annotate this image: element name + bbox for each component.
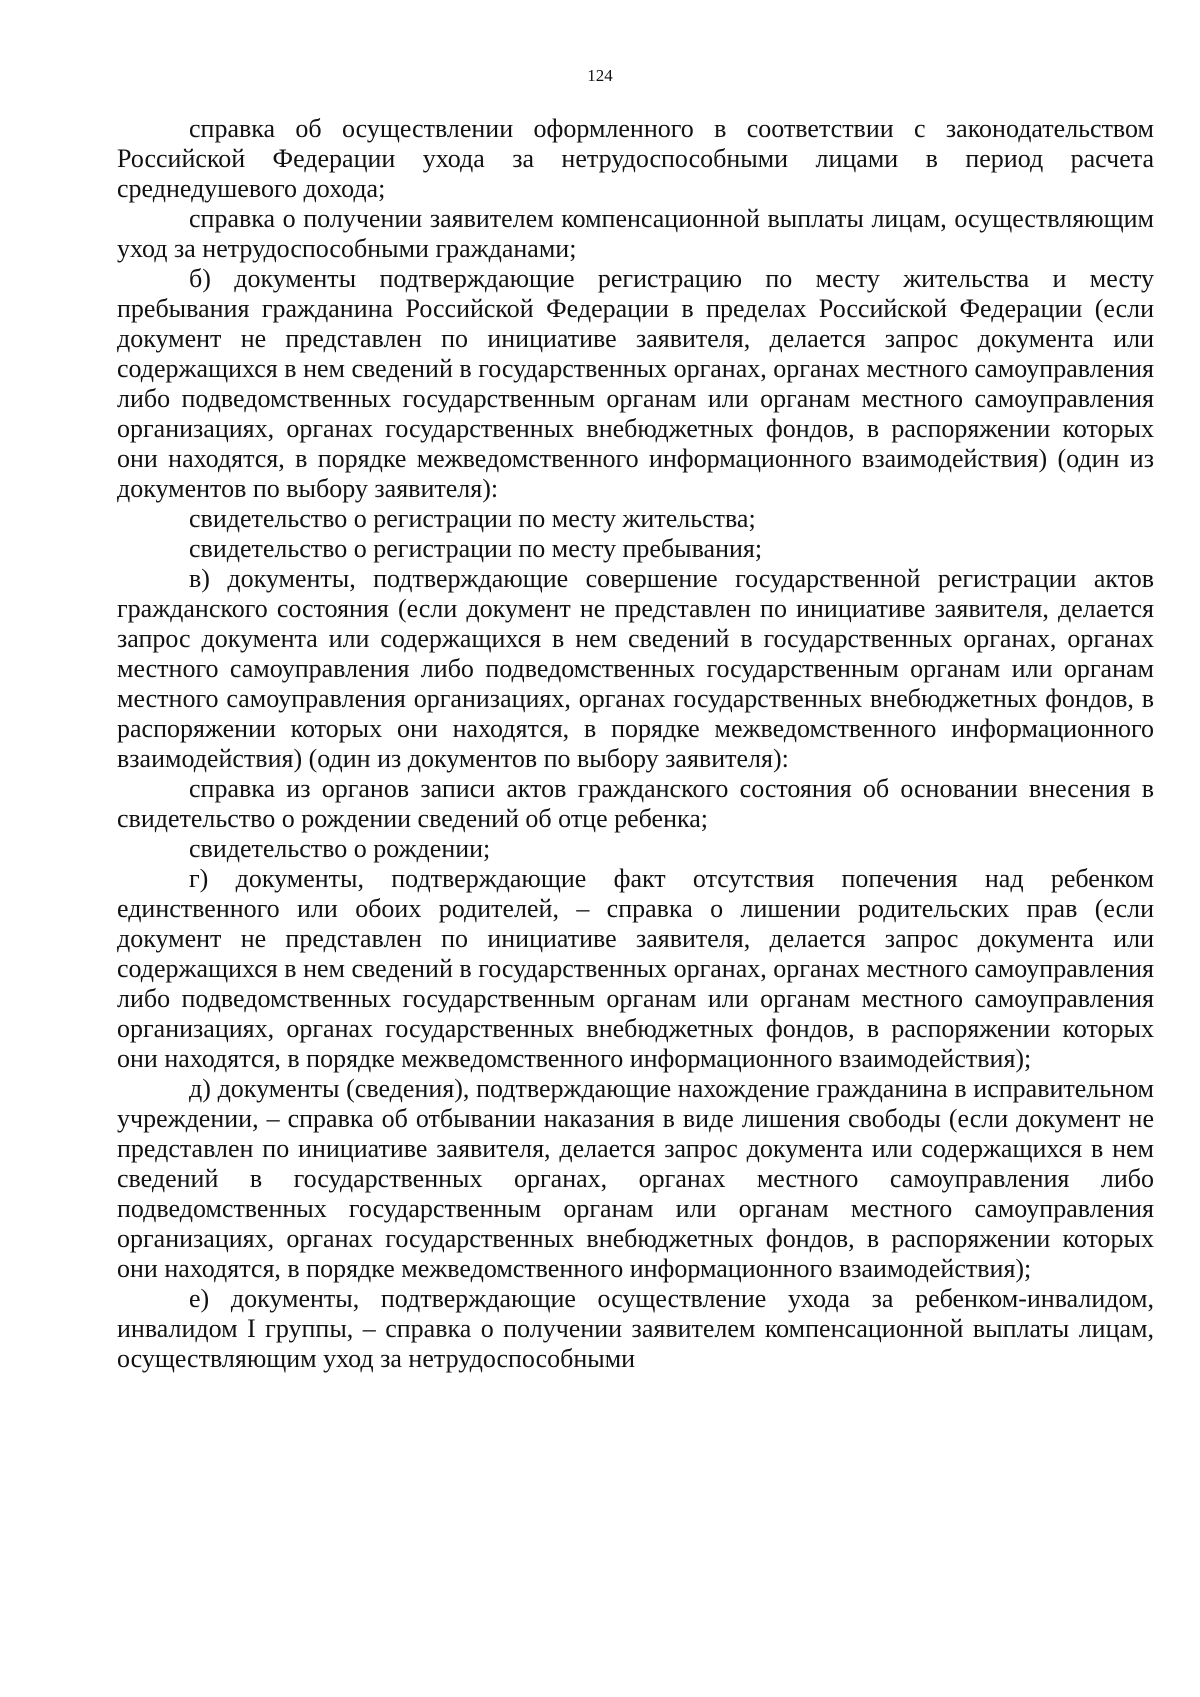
paragraph-care-certificate: справка об осуществлении оформленного в соответствии с законодательством Российской Федерации ухода за нетрудоспособными лицами в период расчета среднедушевого дохода; (117, 114, 1154, 203)
paragraph-birth-certificate: свидетельство о рождении; (189, 834, 491, 863)
document-body (117, 114, 1154, 1374)
page-number: 124 (587, 66, 613, 85)
paragraph-stay-certificate: свидетельство о регистрации по месту пребывания; (189, 534, 763, 563)
paragraph-civil-status-documents: в) документы, подтверждающие совершение государственной регистрации актов гражданского состояния (если документ не представлен по инициативе заявителя, делается запрос документа или содержащихся в нем сведений в государственных органах, органах местного самоуправления либо подведомственных государственным органам или органам местного самоуправления организациях, органах государственных внебюджетных фондов, в распоряжении которых они находятся, в порядке межведомственного информационного взаимодействия) (один из документов по выбору заявителя): (117, 564, 1154, 773)
paragraph-registration-documents: б) документы подтверждающие регистрацию по месту жительства и месту пребывания гражданина Российской Федерации в пределах Российской Федерации (если документ не представлен по инициативе заявителя, делается запрос документа или содержащихся в нем сведений в государственных органах, органах местного самоуправления либо подведомственных государственным органам или органам местного самоуправления организациях, органах государственных внебюджетных фондов, в распоряжении которых они находятся, в порядке межведомственного информационного взаимодействия) (один из документов по выбору заявителя): (117, 264, 1154, 503)
paragraph-disabled-care: е) документы, подтверждающие осуществление ухода за ребенком-инвалидом, инвалидом I группы, – справка о получении заявителем компенсационной выплаты лицам, осуществляющим уход за нетрудоспособными (117, 1284, 1154, 1373)
paragraph-correctional-institution: д) документы (сведения), подтверждающие нахождение гражданина в исправительном учреждении, – справка об отбывании наказания в виде лишения свободы (если документ не представлен по инициативе заявителя, делается запрос документа или содержащихся в нем сведений в государственных органах, органах местного самоуправления либо подведомственных государственным органам или органам местного самоуправления организациях, органах государственных внебюджетных фондов, в распоряжении которых они находятся, в порядке межведомственного информационного взаимодействия); (117, 1074, 1154, 1283)
paragraph-parental-care-absence: г) документы, подтверждающие факт отсутствия попечения над ребенком единственного или обоих родителей, – справка о лишении родительских прав (если документ не представлен по инициативе заявителя, делается запрос документа или содержащихся в нем сведений в государственных органах, органах местного самоуправления либо подведомственных государственным органам или органам местного самоуправления организациях, органах государственных внебюджетных фондов, в распоряжении которых они находятся, в порядке межведомственного информационного взаимодействия); (117, 864, 1154, 1073)
paragraph-registry-certificate: справка из органов записи актов гражданского состояния об основании внесения в свидетельство о рождении сведений об отце ребенка; (117, 774, 1154, 833)
paragraph-residence-certificate: свидетельство о регистрации по месту жительства; (189, 504, 756, 533)
paragraph-compensation-certificate: справка о получении заявителем компенсационной выплаты лицам, осуществляющим уход за нетрудоспособными гражданами; (117, 204, 1154, 263)
